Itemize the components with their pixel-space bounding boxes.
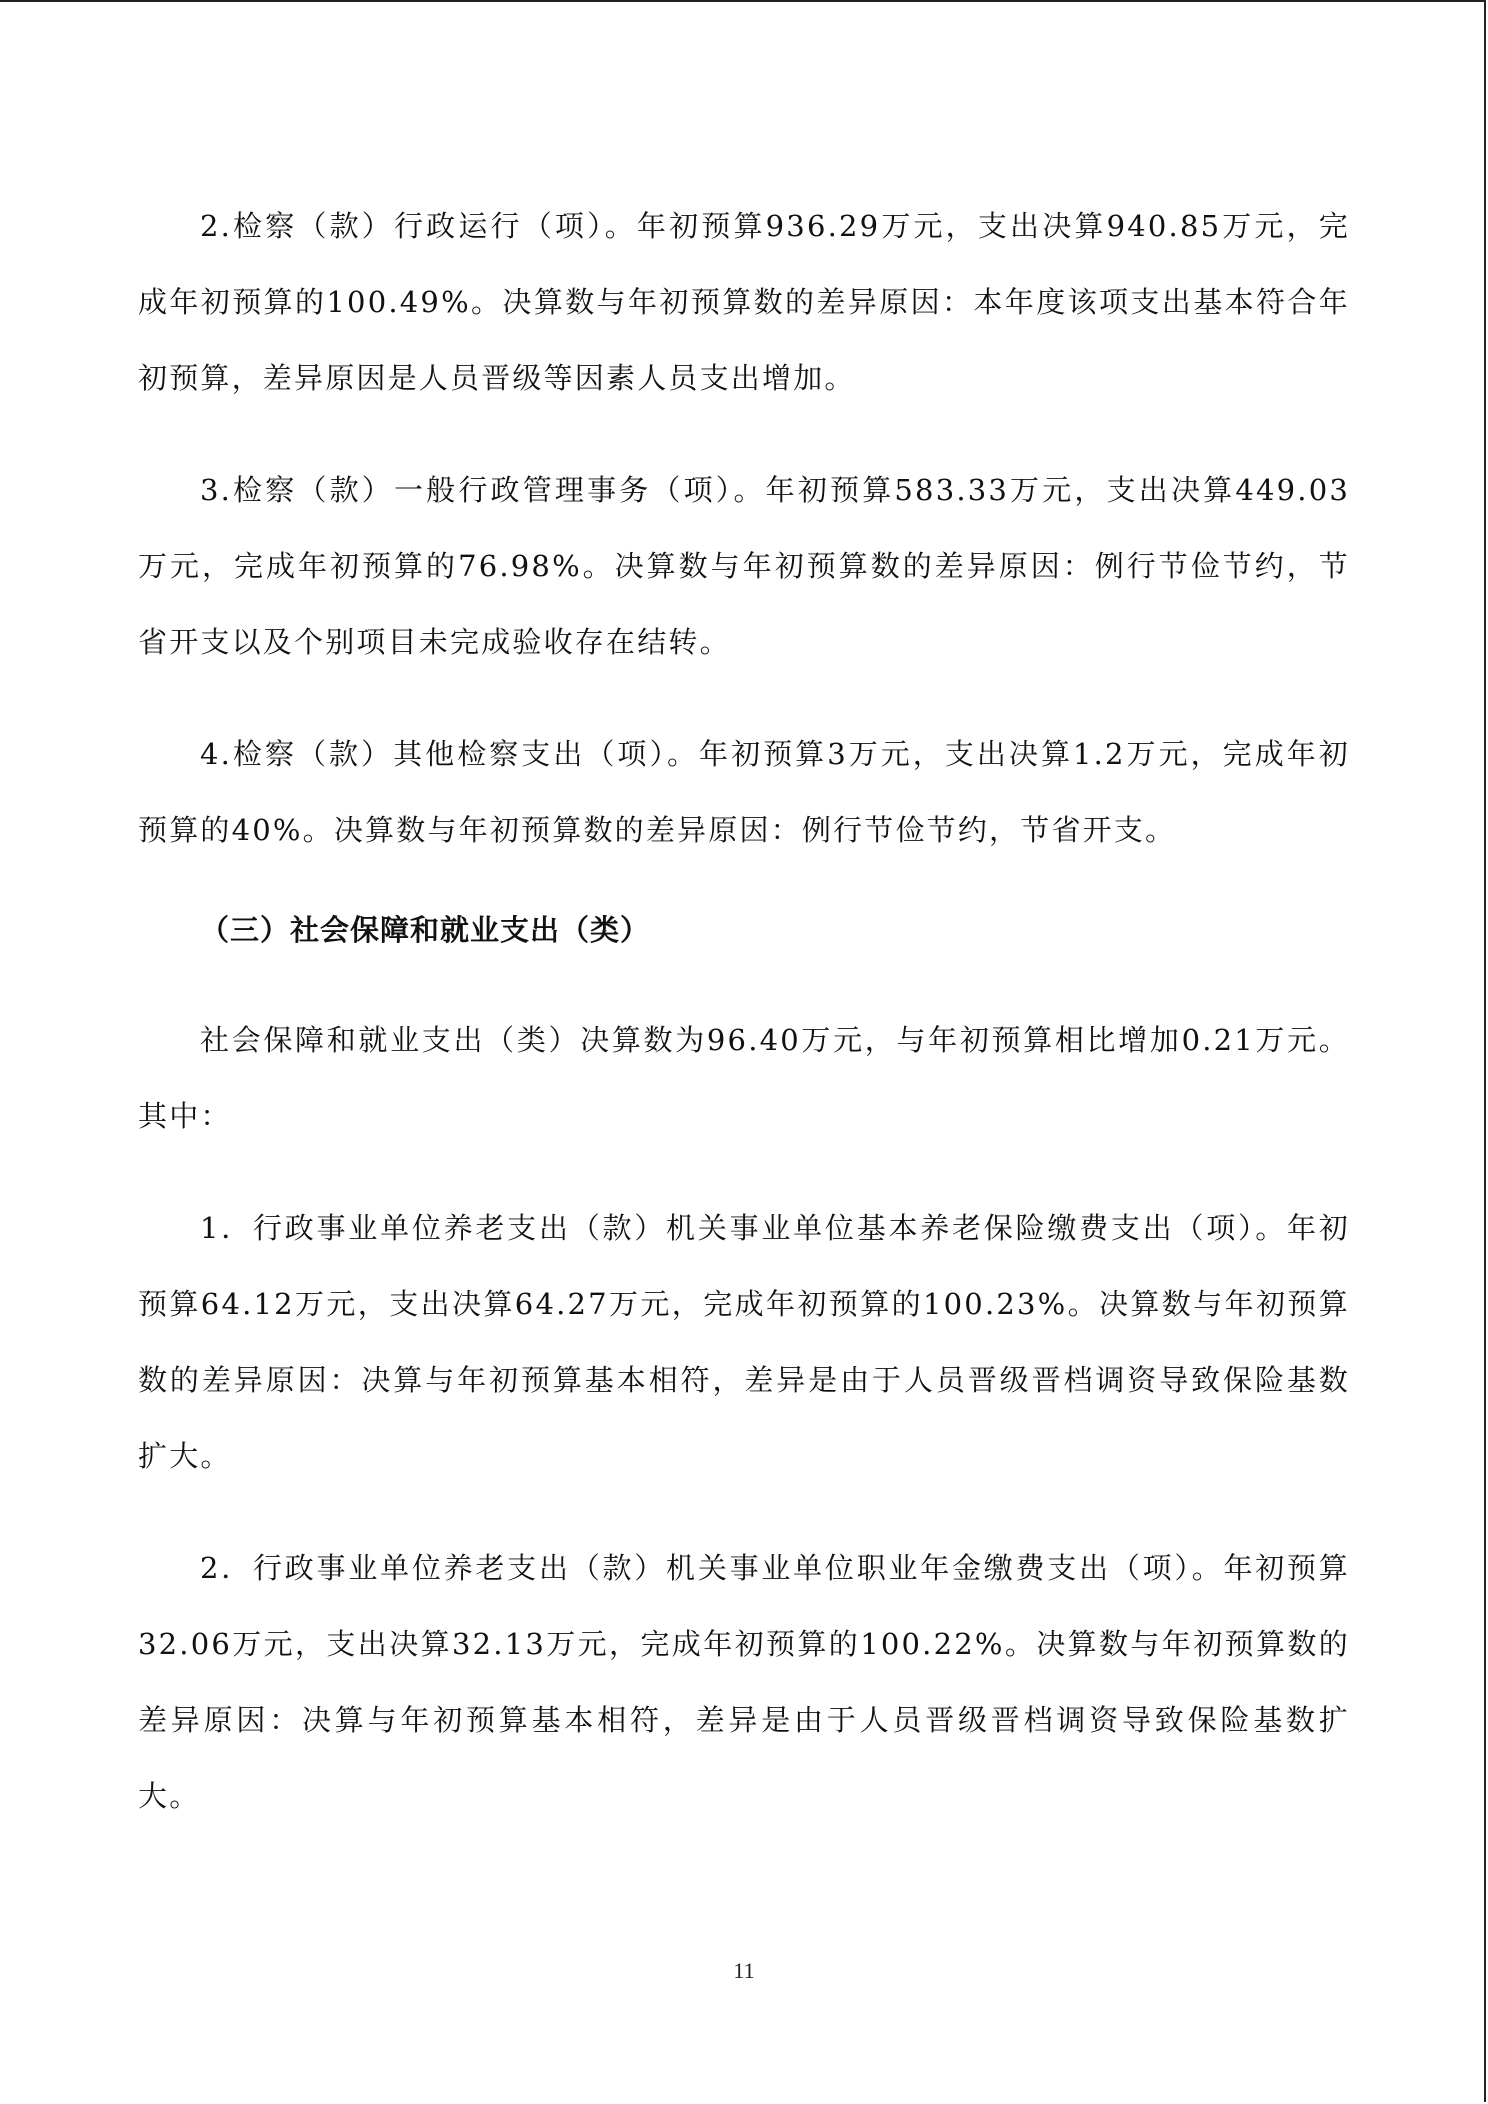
- paragraph-item-3: 3.检察（款）一般行政管理事务（项）。年初预算583.33万元，支出决算449.03万元，完成年初预算的76.98%。决算数与年初预算数的差异原因：例行节俭节约，节省开支以及个别项目未完成验收存在结转。: [138, 473, 1350, 659]
- paragraph-subitem-2: 2．行政事业单位养老支出（款）机关事业单位职业年金缴费支出（项）。年初预算32.06万元，支出决算32.13万元，完成年初预算的100.22%。决算数与年初预算数的差异原因：决算与年初预算基本相符，差异是由于人员晋级晋档调资导致保险基数扩大。: [138, 1551, 1350, 1813]
- section-heading: （三）社会保障和就业支出（类）: [200, 913, 651, 947]
- paragraph-summary: 社会保障和就业支出（类）决算数为96.40万元，与年初预算相比增加0.21万元。其中：: [138, 1023, 1350, 1133]
- paragraph-item-4: 4.检察（款）其他检察支出（项）。年初预算3万元，支出决算1.2万元，完成年初预算的40%。决算数与年初预算数的差异原因：例行节俭节约，节省开支。: [138, 737, 1350, 847]
- paragraph-item-2: 2.检察（款）行政运行（项）。年初预算936.29万元，支出决算940.85万元，完成年初预算的100.49%。决算数与年初预算数的差异原因：本年度该项支出基本符合年初预算，差异原因是人员晋级等因素人员支出增加。: [138, 209, 1350, 395]
- page-number: 11: [733, 1958, 755, 1983]
- document-body: [138, 188, 1350, 1870]
- paragraph-subitem-1: 1．行政事业单位养老支出（款）机关事业单位基本养老保险缴费支出（项）。年初预算64.12万元，支出决算64.27万元，完成年初预算的100.23%。决算数与年初预算数的差异原因：决算与年初预算基本相符，差异是由于人员晋级晋档调资导致保险基数扩大。: [138, 1211, 1350, 1473]
